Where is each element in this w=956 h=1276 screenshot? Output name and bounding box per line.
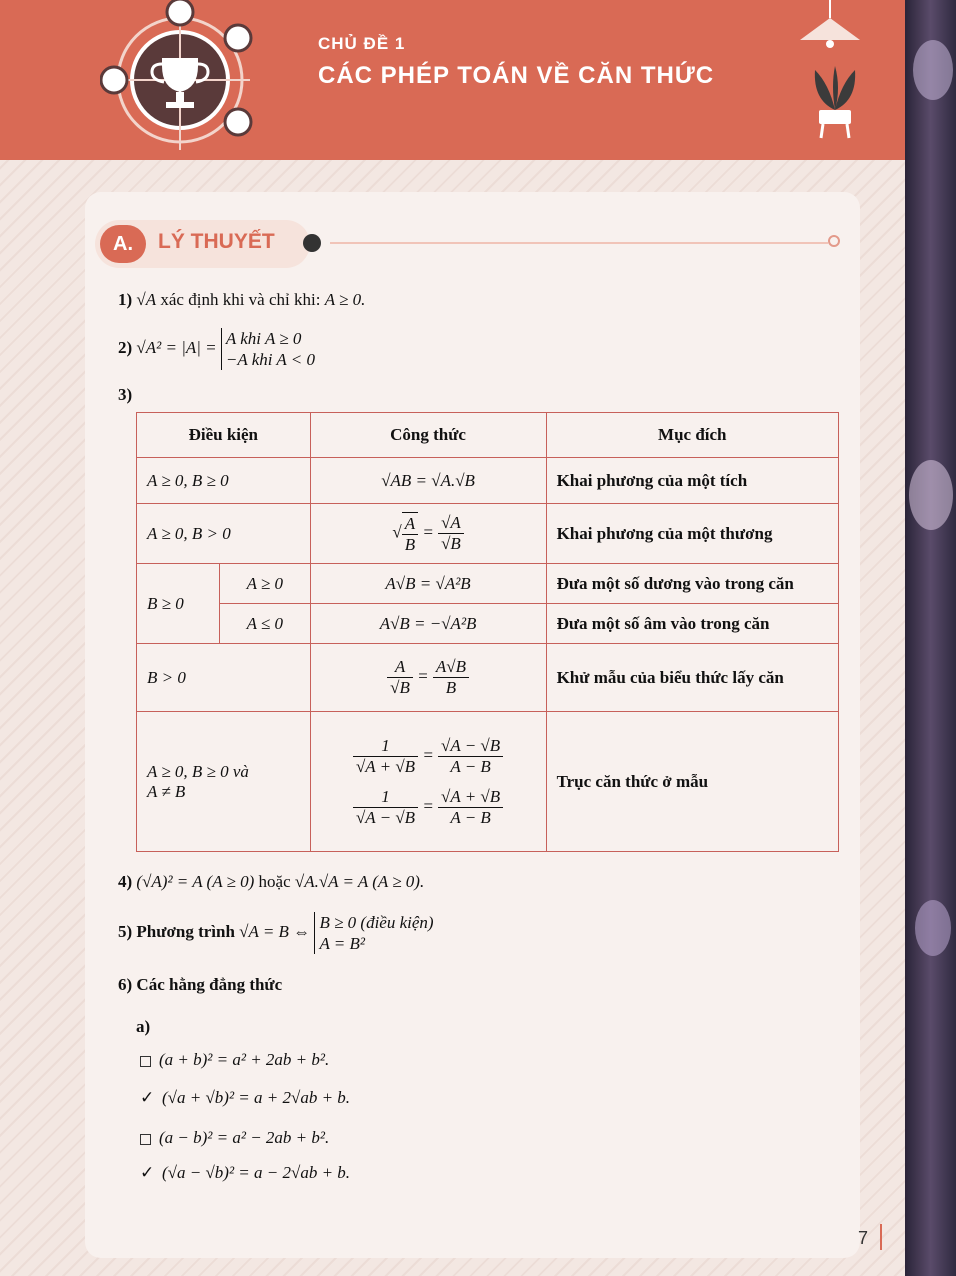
list-item: ✓ (√a − √b)² = a − 2√ab + b. xyxy=(140,1163,351,1183)
page-number: 7 xyxy=(858,1228,869,1248)
table-row: B > 0 $\frac{A}{√B}$ = $\frac{A√B}{B}$ Khử mẫu của biểu thức lấy căn xyxy=(137,644,839,712)
check-icon: ✓ xyxy=(140,1088,155,1108)
table-row: A ≥ 0, B ≥ 0 và A ≠ B $\frac{1}{√A + √B}$ = $\frac{√A - √B}{A - B}$ $\frac{1}{√A - √B}$ = $\frac{√A + √B}{A - B}$ Trục căn thức ở mẫu xyxy=(137,712,839,852)
page-number-bar xyxy=(880,1224,882,1250)
chapter-header xyxy=(0,0,905,160)
item-2-cases: A khi A ≥ 0 −A khi A < 0 xyxy=(221,328,315,370)
list-item: (a − b)² = a² − 2ab + b². xyxy=(140,1128,329,1148)
background-fabric xyxy=(905,0,956,1276)
item-4: 4) (√A)² = A (A ≥ 0) hoặc √A.√A = A (A ≥ 0). xyxy=(118,872,425,891)
item-1-cond: A ≥ 0. xyxy=(324,290,366,309)
item-1-expr: √A xyxy=(136,290,157,309)
plant-icon xyxy=(805,60,865,140)
table-header-formula: Công thức xyxy=(310,413,546,458)
item-1-text: xác định khi và chỉ khi: xyxy=(160,290,321,309)
item-3: 3) xyxy=(118,385,133,404)
formula-table xyxy=(136,412,839,852)
section-dot xyxy=(303,234,321,252)
section-title: LÝ THUYẾT xyxy=(158,230,275,253)
topic-label: CHỦ ĐỀ 1 xyxy=(318,34,406,53)
check-icon: ✓ xyxy=(140,1163,155,1183)
table-header-condition: Điều kiện xyxy=(137,413,311,458)
table-row: A ≥ 0, B > 0 √ $\frac{A}{B}$ = $\frac{√A}{√B}$ Khai phương của một thương xyxy=(137,504,839,564)
trophy-wheel-icon xyxy=(100,0,300,180)
item-5: 5) Phương trình √A = B ⇔ B ≥ 0 (điều kiện) A = B² xyxy=(118,913,434,953)
flower-pattern xyxy=(915,900,951,956)
item-2-lhs: √A² = |A| = xyxy=(136,337,217,357)
item-1: 1) √A xác định khi và chỉ khi: A ≥ 0. xyxy=(118,290,366,309)
topic-title: CÁC PHÉP TOÁN VỀ CĂN THỨC xyxy=(318,62,715,89)
item-2: 2) √A² = |A| = A khi A ≥ 0 −A khi A < 0 xyxy=(118,329,315,369)
table-row: B ≥ 0 A ≥ 0 A√B = √A²B Đưa một số dương vào trong căn xyxy=(137,564,839,604)
section-rule xyxy=(330,242,828,244)
section-ring-icon xyxy=(828,235,840,247)
square-bullet-icon xyxy=(140,1056,151,1067)
table-header-purpose: Mục đích xyxy=(546,413,838,458)
table-row: A ≤ 0 A√B = −√A²B Đưa một số âm vào trong căn xyxy=(137,604,839,644)
flower-pattern xyxy=(909,460,953,530)
sub-a: a) xyxy=(136,1017,151,1036)
list-item: ✓ (√a + √b)² = a + 2√ab + b. xyxy=(140,1088,351,1108)
lamp-icon xyxy=(795,0,865,50)
square-bullet-icon xyxy=(140,1134,151,1145)
section-badge: A. xyxy=(100,225,146,263)
list-item: (a + b)² = a² + 2ab + b². xyxy=(140,1050,329,1070)
table-row: A ≥ 0, B ≥ 0 √AB = √A.√B Khai phương của một tích xyxy=(137,458,839,504)
flower-pattern xyxy=(913,40,953,100)
item-6: 6) Các hằng đẳng thức xyxy=(118,975,283,994)
